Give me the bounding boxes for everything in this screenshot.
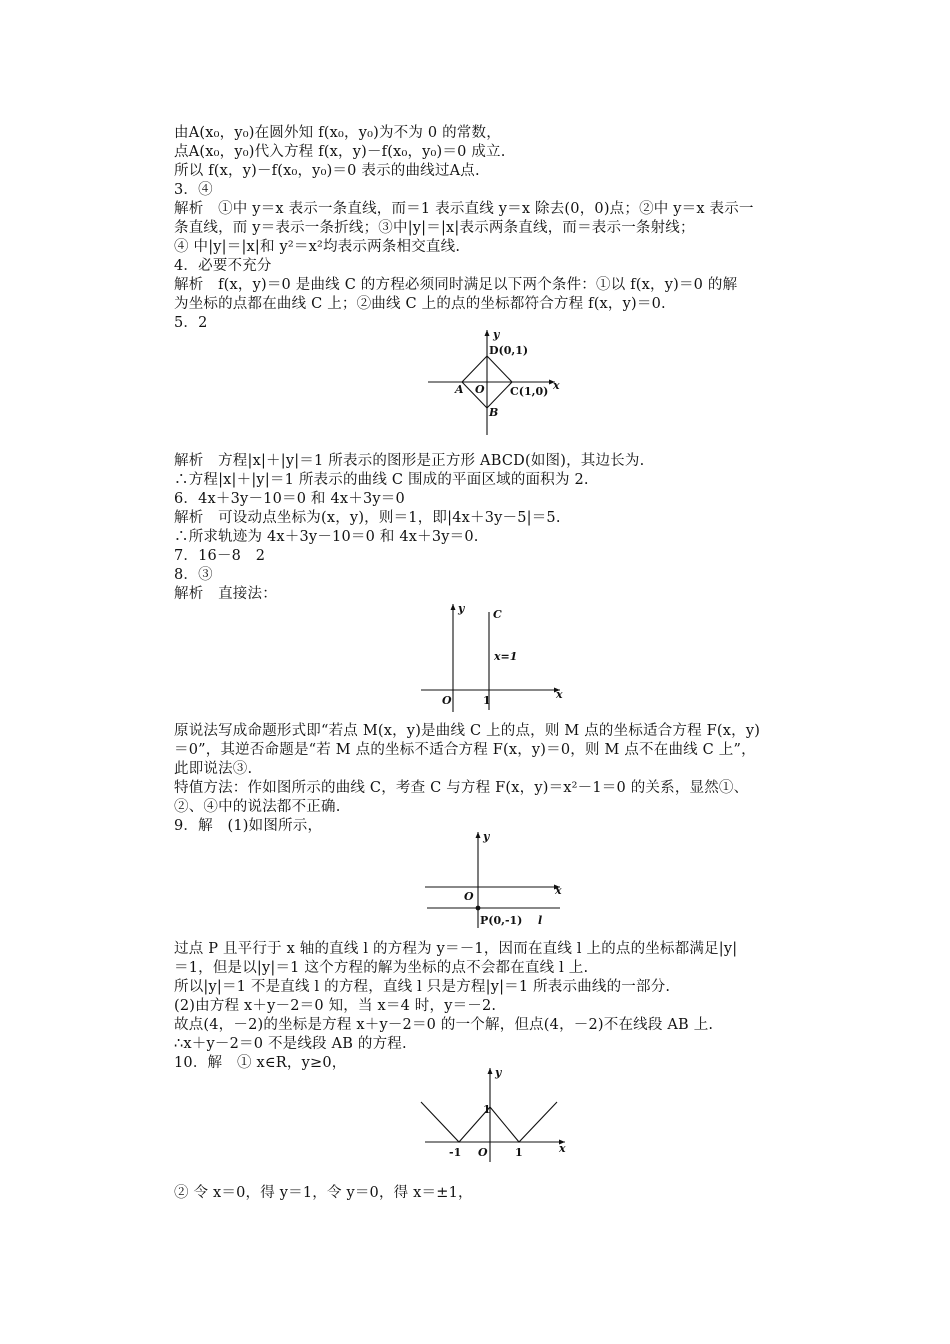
text-line: 此即说法③. [174,761,253,777]
y-axis-arrow [451,604,456,610]
y-axis-arrow [476,832,481,838]
y-label: y [495,1066,502,1079]
text-line: ② 令 x＝0，得 y＝1，令 y＝0，得 x＝±1， [174,1185,473,1201]
text-line: 所以 f(x，y)－f(x₀，y₀)＝0 表示的曲线过A点. [174,163,480,179]
point-d-label: D(0,1) [489,344,529,357]
text-line: 解析 方程|x|＋|y|＝1 所表示的图形是正方形 ABCD(如图)，其边长为. [174,453,645,469]
y-axis-arrow [488,1068,493,1074]
line-x-equals-1-figure [418,598,568,716]
y-label: y [493,328,500,341]
answer-label: 7．16－8 2 [174,548,266,564]
x-label: x [555,884,562,897]
text-line: 解析 直接法： [174,586,277,602]
broken-line-figure [415,1064,575,1164]
text-line: 条直线，而 y＝表示一条折线；③中|y|＝|x|表示两条直线，而＝表示一条射线； [174,220,695,236]
origin-label: O [475,383,485,396]
text-line: 为坐标的点都在曲线 C 上；②曲线 C 上的点的坐标都符合方程 f(x，y)＝0. [174,296,666,312]
text-line: ②、④中的说法都不正确. [174,799,341,815]
text-line: ∴所求轨迹为 4x＋3y－10＝0 和 4x＋3y＝0. [174,529,479,545]
equation-label: x=1 [494,650,518,663]
y-label: y [483,830,490,843]
curve-c-label: C [493,608,502,621]
point-p [476,906,481,911]
text-line: ④ 中|y|＝|x|和 y²＝x²均表示两条相交直线. [174,239,461,255]
x-label: x [559,1142,566,1155]
text-line: (2)由方程 x＋y－2＝0 知，当 x＝4 时，y＝－2. [174,998,497,1014]
point-b-label: B [489,406,499,419]
y-label: y [458,602,465,615]
answer-label: 4．必要不充分 [174,258,272,274]
text-line: ∴方程|x|＋|y|＝1 所表示的曲线 C 围成的平面区域的面积为 2. [174,472,589,488]
text-line: ＝0”，其逆否命题是“若 M 点的坐标不适合方程 F(x，y)＝0，则 M 点不在曲线 C 上”， [174,742,756,758]
x-label: x [556,688,563,701]
answer-label: 5．2 [174,315,208,331]
x-tick-minus-one-label: -1 [449,1146,462,1159]
answer-label: 6．4x＋3y－10＝0 和 4x＋3y＝0 [174,491,405,507]
x-tick-one-label: 1 [515,1146,523,1159]
point-c-label: C(1,0) [510,385,549,398]
text-line: 特值方法：作如图所示的曲线 C，考查 C 与方程 F(x，y)＝x²－1＝0 的关系，显然①、 [174,780,749,796]
point-a-label: A [455,383,464,396]
text-line: 原说法写成命题形式即“若点 M(x，y)是曲线 C 上的点，则 M 点的坐标适合方程 F(x，y) [174,723,761,739]
text-line: 解析 ①中 y＝x 表示一条直线，而＝1 表示直线 y＝x 除去(0，0)点；②中 y＝x 表示一 [174,201,754,217]
origin-label: O [478,1146,488,1159]
square-abcd-figure [425,326,565,441]
y-axis-arrow [485,330,490,336]
text-line: ＝1，但是以|y|＝1 这个方程的解为坐标的点不会都在直线 l 上. [174,960,589,976]
y-tick-one-label: 1 [483,1103,491,1116]
x-label: x [553,379,560,392]
line-l-figure [422,828,572,936]
answer-label: 8．③ [174,567,213,583]
text-line: 解析 f(x，y)＝0 是曲线 C 的方程必须同时满足以下两个条件：①以 f(x，y)＝0 的解 [174,277,738,293]
line-l-label: l [538,914,543,927]
text-line: 故点(4，－2)的坐标是方程 x＋y－2＝0 的一个解，但点(4，－2)不在线段 AB 上. [174,1017,714,1033]
text-line: 解析 可设动点坐标为(x，y)，则＝1，即|4x＋3y－5|＝5. [174,510,561,526]
origin-label: O [442,694,452,707]
text-line: 点A(x₀，y₀)代入方程 f(x，y)－f(x₀，y₀)＝0 成立. [174,144,506,160]
text-line: 由A(x₀，y₀)在圆外知 f(x₀，y₀)为不为 0 的常数， [174,125,501,141]
text-line: ∴x＋y－2＝0 不是线段 AB 的方程. [174,1036,407,1052]
answer-label: 3．④ [174,182,213,198]
tick-one-label: 1 [483,694,491,707]
point-p-label: P(0,-1) [480,914,523,927]
text-line: 过点 P 且平行于 x 轴的直线 l 的方程为 y＝－1，因而在直线 l 上的点的坐标都满足|y| [174,941,738,957]
answer-label: 9．解 (1)如图所示， [174,818,323,834]
text-line: 所以|y|＝1 不是直线 l 的方程，直线 l 只是方程|y|＝1 所表示曲线的一部分. [174,979,671,995]
answer-label: 10．解 ① x∈R，y≥0， [174,1055,347,1071]
origin-label: O [464,890,474,903]
